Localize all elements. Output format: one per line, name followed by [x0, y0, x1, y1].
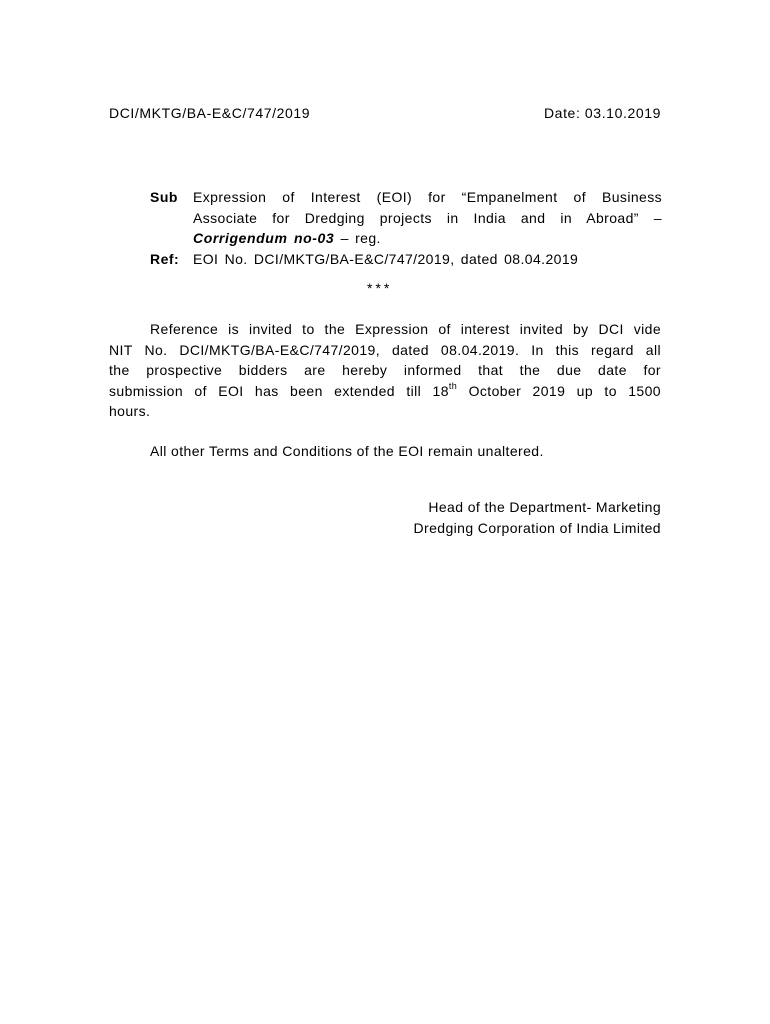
signatory-organization: Dredging Corporation of India Limited	[413, 519, 661, 536]
letter-header	[109, 103, 661, 123]
signatory-title: Head of the Department- Marketing	[428, 499, 661, 515]
reference-number: DCI/MKTG/BA-E&C/747/2019	[109, 105, 311, 121]
reference-row	[150, 249, 662, 270]
subject-block	[150, 187, 662, 269]
body-line-5: hours.	[109, 403, 151, 419]
subject-line-3	[193, 228, 662, 249]
subject-suffix: – reg.	[334, 230, 381, 246]
subject-text	[193, 187, 662, 249]
body-line-3: the prospective bidders are hereby informed that the due date for	[109, 362, 661, 378]
body-line-4-post: October 2019 up to 1500	[457, 382, 661, 399]
subject-line-1: Expression of Interest (EOI) for “Empanelment of Business	[193, 189, 662, 205]
subject-label: Sub	[150, 189, 178, 205]
body-paragraph	[109, 319, 661, 422]
subject-row	[150, 187, 662, 249]
ordinal-suffix: th	[448, 380, 458, 391]
closing-statement: All other Terms and Conditions of the EOI remain unaltered.	[150, 443, 544, 459]
body-line-2: NIT No. DCI/MKTG/BA-E&C/747/2019, dated 08.04.2019. In this regard all	[109, 341, 661, 358]
signature-block	[414, 497, 662, 538]
reference-text: EOI No. DCI/MKTG/BA-E&C/747/2019, dated 08.04.2019	[193, 250, 579, 267]
letter-date: Date: 03.10.2019	[543, 105, 661, 121]
reference-label: Ref:	[150, 250, 180, 267]
body-line-1: Reference is invited to the Expression of interest invited by DCI vide	[150, 321, 661, 337]
body-line-4	[109, 381, 661, 402]
subject-line-2: Associate for Dredging projects in India and in Abroad” –	[193, 209, 662, 226]
separator-stars: ***	[367, 280, 393, 296]
corrigendum-label: Corrigendum no-03	[193, 230, 335, 246]
body-line-4-pre: submission of EOI has been extended till 18	[109, 382, 449, 399]
